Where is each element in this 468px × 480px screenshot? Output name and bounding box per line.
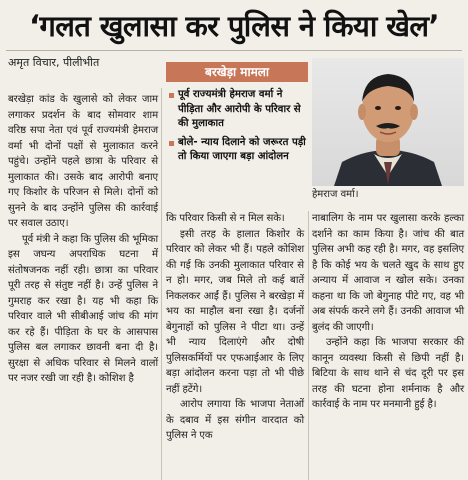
article-paragraph: इसी तरह के हालात किशोर के परिवार को लेकर भी हैं। पहले कोशिश की गई कि उनकी मुलाकात परिवार से न हो। मगर, जब मिले तो कई बातें निकलकर आईं हैं। पुलिस ने बरखेड़ा में भय का माहौल बना रखा है। दर्जनों बेगुनाहों को पुलिस ने पीटा था। उन्हें भी न्याय दिलाएंगे और दोषी पुलिसकर्मियों पर एफआईआर के लिए बड़ा आंदोलन करना पड़ा तो भी पीछे नहीं हटेंगे। [166,228,304,395]
article-column-3 [312,211,464,413]
highlight-box-title: बरखेड़ा मामला [166,62,308,82]
article-paragraph: पूर्व मंत्री ने कहा कि पुलिस की भूमिका इस जघन्य अपराधिक घटना में संतोषजनक नहीं रही। छात्रा का परिवार पूरी तरह से संतुष्ट नहीं है। उन्हें पुलिस ने गुमराह कर रखा है। यह भी कहा कि परिवार वाले भी सीबीआई जांच की मांग कर रहे हैं। पीड़िता के घर के आसपास पुलिस बल लगाकर छावनी बना दी है। सुरक्षा से अधिक परिवार से मिलने वालों पर नजर रखी जा रही है। कोशिश है [8,233,159,384]
portrait-photo [312,58,464,186]
column-divider [161,88,162,480]
byline: अमृत विचार, पीलीभीत [8,56,100,69]
highlight-bullets [168,88,306,169]
highlight-bullet: बोले- न्याय दिलाने को जरूरत पड़ी तो किया जाएगा बड़ा आंदोलन [168,136,306,165]
headline-rule [6,50,462,51]
article-paragraph: आरोप लगाया कि भाजपा नेताओं के दबाव में इस संगीन वारदात को पुलिस ने एक [166,399,304,441]
portrait-image [312,58,464,186]
article-paragraph: नाबालिग के नाम पर खुलासा करके हल्का दर्शाने का काम किया है। जांच की बात पुलिस अभी कह रही है। मगर, वह इसलिए है कि कोई भय के चलते खुद के साथ हुए अन्याय में आवाज न खोल सके। उनका कहना था कि जो बेगुनाह पीटे गए, वह भी अब संपर्क करने लगे हैं। उनकी आवाज भी बुलंद की जाएगी। [312,213,464,333]
headline: ‘गलत खुलासा कर पुलिस ने किया खेल’ [29,9,439,43]
article-paragraph: उन्होंने कहा कि भाजपा सरकार की कानून व्यवस्था किसी से छिपी नहीं है। बिटिया के साथ थाने से चंद दूरी पर इस तरह की घटना होना शर्मनाक है और कार्रवाई के नाम पर मनमानी हुई है। [312,337,464,410]
article-column-2 [166,211,304,444]
article-column-1 [8,92,158,387]
photo-caption: हेमराज वर्मा। [312,189,359,200]
highlight-bullet: पूर्व राज्यमंत्री हेमराज वर्मा ने पीड़िता और आरोपी के परिवार से की मुलाकात [168,88,306,132]
article-paragraph: कि परिवार किसी से न मिल सके। [166,213,285,224]
column-divider [308,211,309,480]
article-paragraph: बरखेड़ा कांड के खुलासे को लेकर जाम लगाकर प्रदर्शन के बाद सोमवार शाम वरिष्ठ सपा नेता एवं पूर्व राज्यमंत्री हेमराज वर्मा भी दोनों पक्षों से मुलाकात करने पहुंचे। उन्होंने पहले छात्रा के परिवार से मुलाकात की। उसके बाद आरोपी बनाए गए किशोर के परिजन से मिले। दोनों को सुनने के बाद उन्होंने पुलिस की कार्रवाई पर सवाल उठाए। [8,94,158,229]
